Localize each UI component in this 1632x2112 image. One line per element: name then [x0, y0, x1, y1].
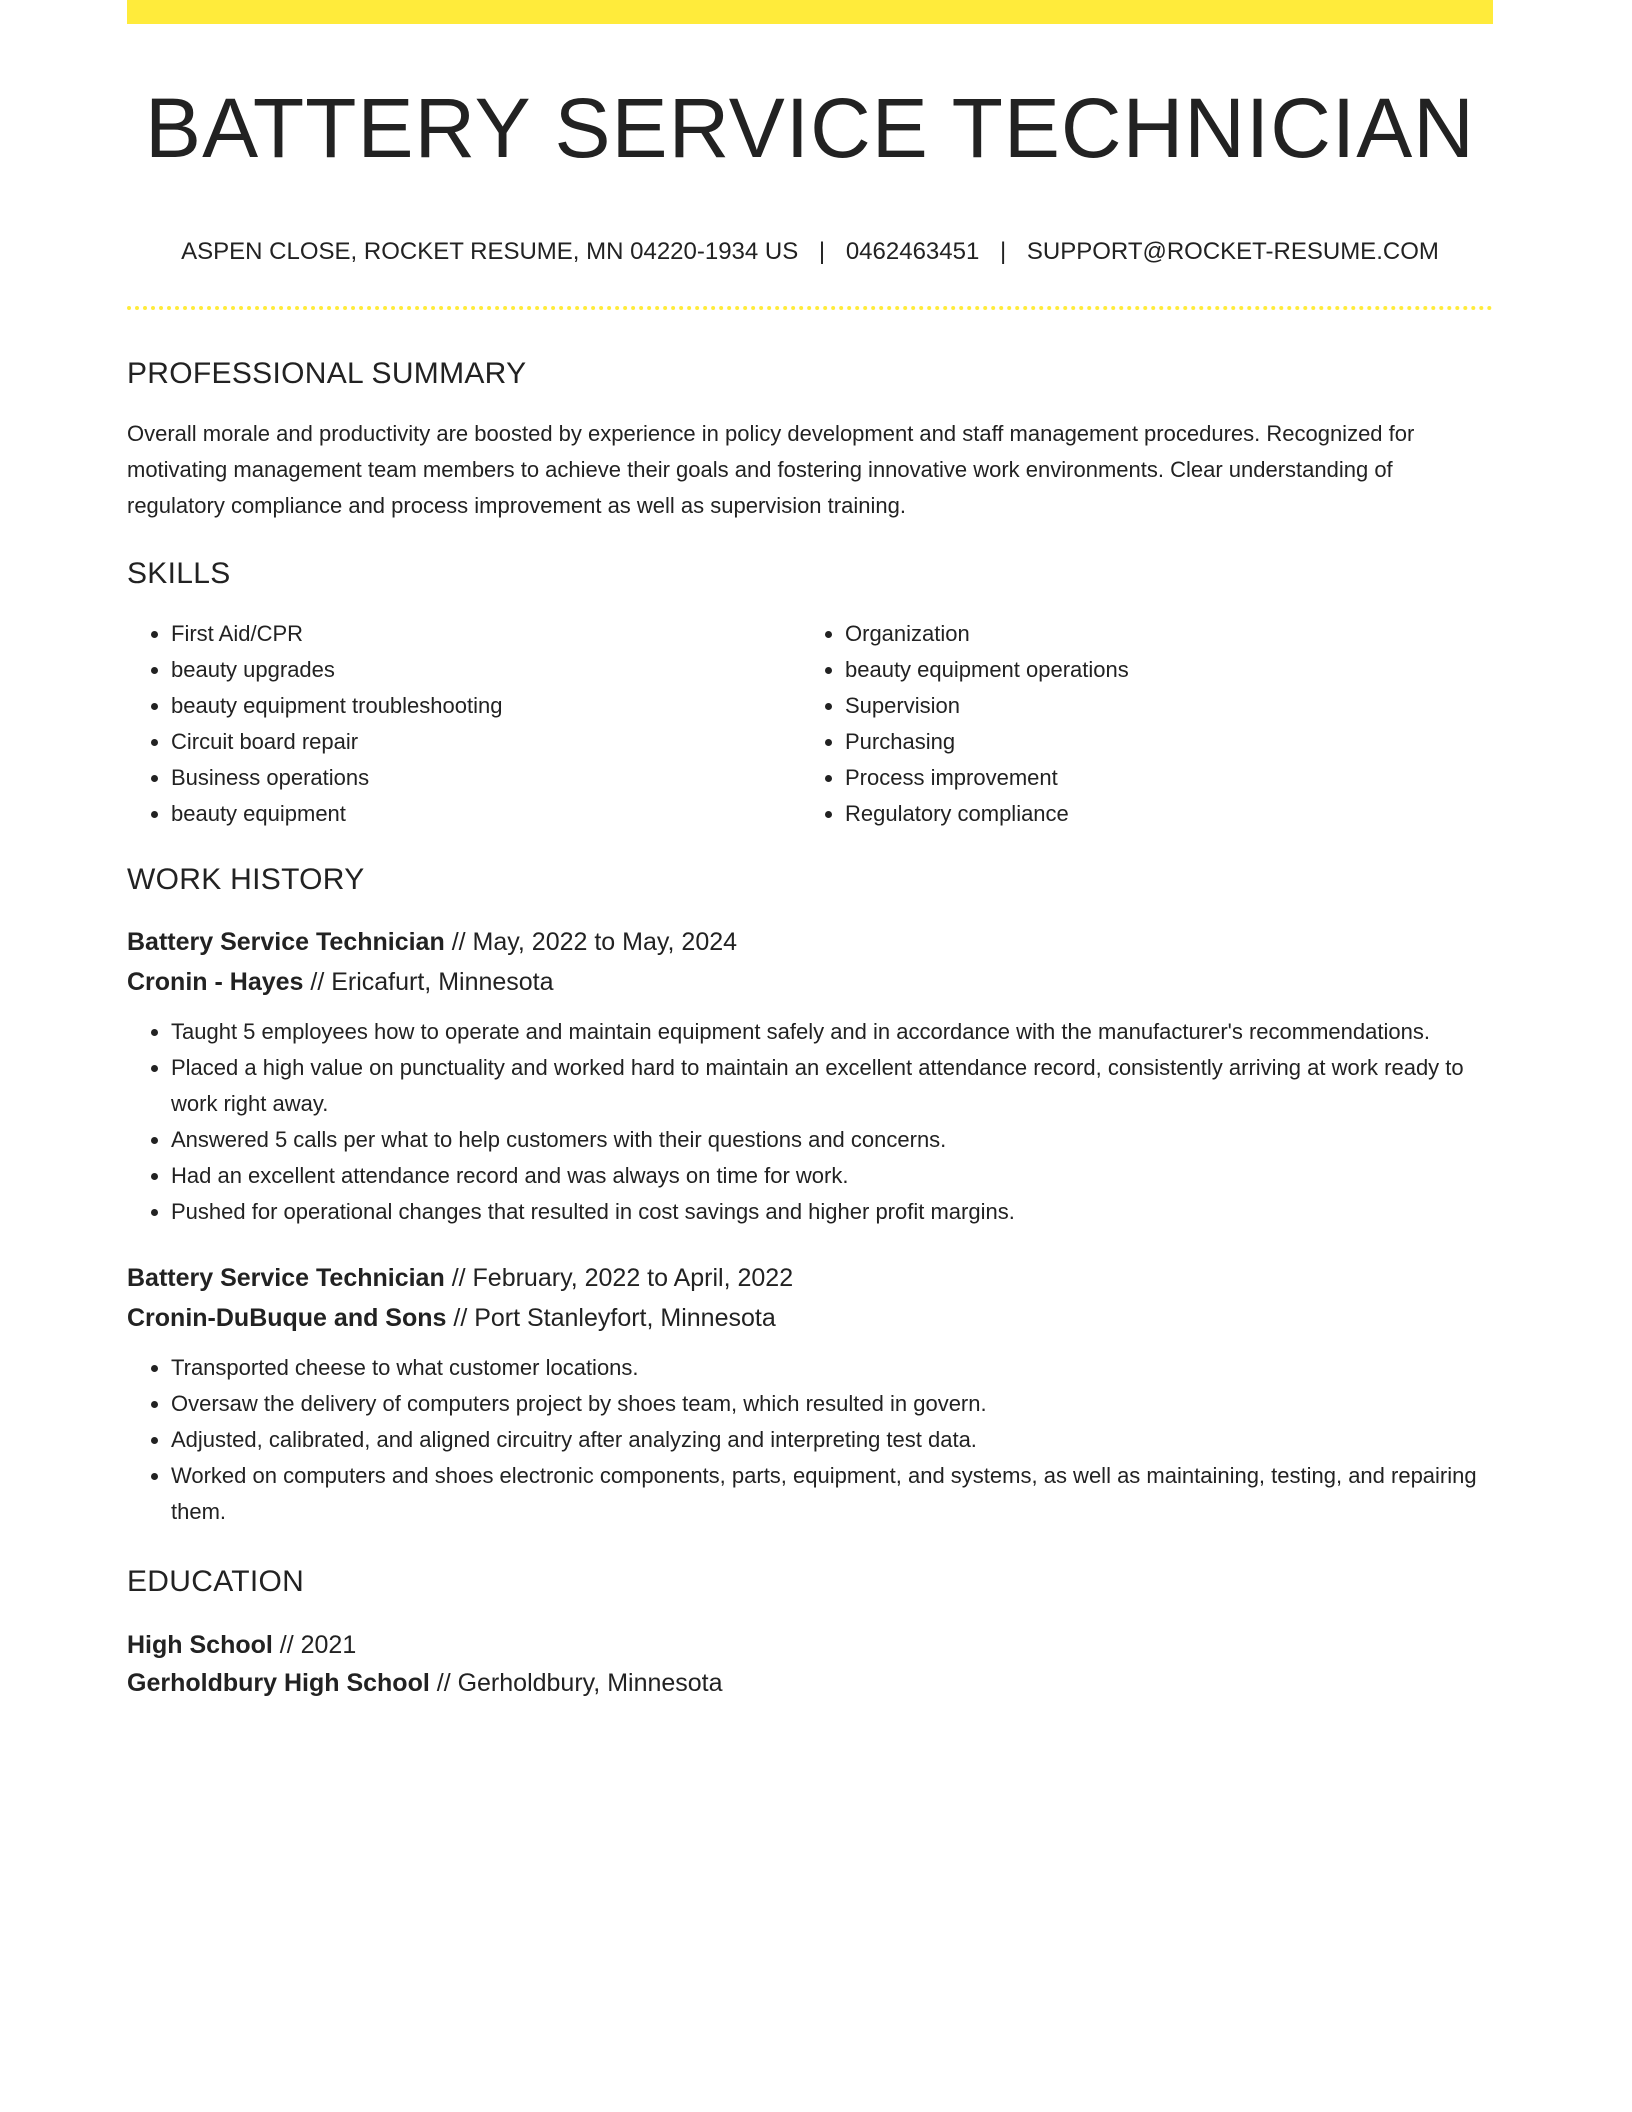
job-company-line [127, 962, 1493, 1002]
job-bullet: • Answered 5 calls per what to help customers with their questions and concerns. [171, 1122, 1493, 1158]
resume-page [127, 0, 1493, 1702]
education-school: Gerholdbury High School [127, 1669, 430, 1698]
job-location: // Port Stanleyfort, Minnesota [446, 1304, 776, 1333]
skill-item: • Business operations [171, 760, 801, 796]
skill-item: • Process improvement [845, 760, 1475, 796]
skill-item: • Circuit board repair [171, 724, 801, 760]
job-dates: // February, 2022 to April, 2022 [444, 1264, 794, 1293]
education-year: // 2021 [272, 1631, 357, 1660]
job-bullet: • Worked on computers and shoes electronic components, parts, equipment, and systems, as well as maintaining, testing, and repairing them. [171, 1458, 1493, 1530]
job-company: Cronin-DuBuque and Sons [127, 1304, 447, 1333]
skill-item: • First Aid/CPR [171, 616, 801, 652]
skill-item: • Supervision [845, 688, 1475, 724]
education-entry [127, 1626, 1493, 1702]
job-entry [127, 1258, 1493, 1530]
header-divider [127, 306, 1493, 310]
job-location: // Ericafurt, Minnesota [303, 968, 554, 997]
job-position: Battery Service Technician [127, 1264, 445, 1293]
job-entry [127, 922, 1493, 1230]
job-bullet: • Adjusted, calibrated, and aligned circuitry after analyzing and interpreting test data. [171, 1422, 1493, 1458]
skills-column-left [127, 616, 801, 832]
job-company: Cronin - Hayes [127, 968, 304, 997]
contact-phone: 0462463451 [845, 238, 980, 266]
skills-column-right [801, 616, 1475, 832]
top-accent-bar [127, 0, 1493, 24]
job-title-line [127, 1258, 1493, 1298]
education-school-line [127, 1664, 1493, 1702]
job-company-line [127, 1298, 1493, 1338]
summary-text: Overall morale and productivity are boosted by experience in policy development and staff management procedures. Recognized for motivating management team members to achieve their goals and fostering innovative work environments. Clear understanding of regulatory compliance and process improvement as well as supervision training. [127, 421, 1415, 519]
skill-item: • beauty upgrades [171, 652, 801, 688]
job-dates: // May, 2022 to May, 2024 [444, 928, 738, 957]
job-bullets [127, 1350, 1493, 1530]
education-degree: High School [127, 1631, 273, 1660]
skill-item: • beauty equipment operations [845, 652, 1475, 688]
job-bullet: • Pushed for operational changes that resulted in cost savings and higher profit margins. [171, 1194, 1493, 1230]
candidate-name: BATTERY SERVICE TECHNICIAN [145, 81, 1475, 175]
skill-item: • Purchasing [845, 724, 1475, 760]
skill-item: • beauty equipment troubleshooting [171, 688, 801, 724]
skill-item: • Regulatory compliance [845, 796, 1475, 832]
contact-line [127, 236, 1493, 268]
job-bullet: • Oversaw the delivery of computers project by shoes team, which resulted in govern. [171, 1386, 1493, 1422]
skills-heading: SKILLS [127, 557, 231, 591]
job-position: Battery Service Technician [127, 928, 445, 957]
contact-address: ASPEN CLOSE, ROCKET RESUME, MN 04220-1934 US [181, 238, 799, 266]
summary-heading: PROFESSIONAL SUMMARY [127, 357, 527, 391]
contact-separator: | [818, 238, 826, 266]
skill-item: • beauty equipment [171, 796, 801, 832]
job-bullet: • Taught 5 employees how to operate and maintain equipment safely and in accordance with the manufacturer's recommendations. [171, 1014, 1493, 1050]
education-heading: EDUCATION [127, 1565, 305, 1599]
job-bullet: • Had an excellent attendance record and was always on time for work. [171, 1158, 1493, 1194]
job-bullet: • Transported cheese to what customer locations. [171, 1350, 1493, 1386]
contact-separator: | [999, 238, 1007, 266]
work-history-heading: WORK HISTORY [127, 863, 365, 897]
skills-grid [127, 616, 1493, 832]
skill-item: • Organization [845, 616, 1475, 652]
job-bullet: • Placed a high value on punctuality and worked hard to maintain an excellent attendance record, consistently arriving at work ready to work right away. [171, 1050, 1493, 1122]
contact-email: SUPPORT@ROCKET-RESUME.COM [1026, 238, 1439, 266]
education-degree-line [127, 1626, 1493, 1664]
education-location: // Gerholdbury, Minnesota [429, 1669, 723, 1698]
job-title-line [127, 922, 1493, 962]
job-bullets [127, 1014, 1493, 1230]
